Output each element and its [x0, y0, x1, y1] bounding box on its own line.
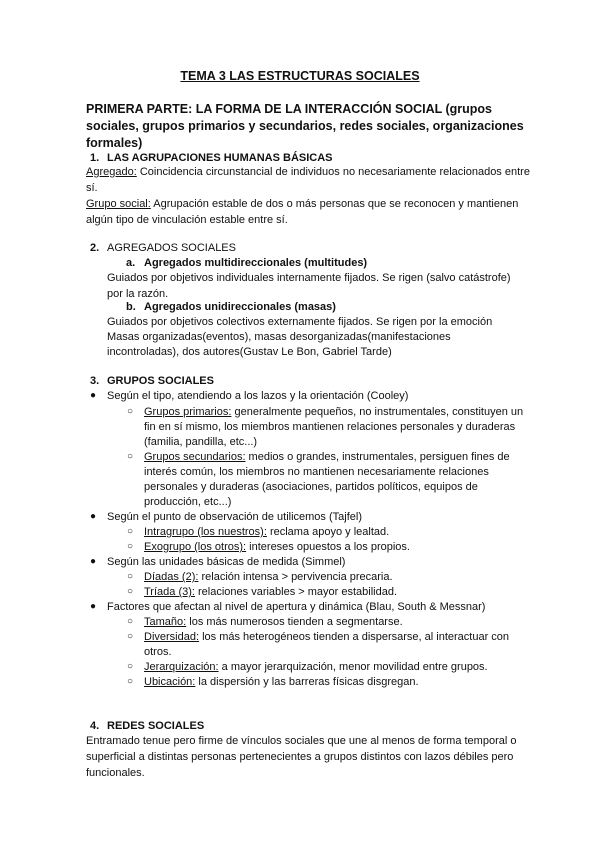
grupos-primarios-text-3: (familia, pandilla, etc...)	[144, 436, 258, 448]
jerarquizacion-item	[144, 659, 488, 675]
grupo-social-definition	[86, 196, 518, 212]
bullet-observacion-tajfel: Según el punto de observación de utilicemos (Tajfel)	[107, 511, 362, 523]
diversidad-text: los más heterogéneos tienden a dispersarse, al interactuar con	[199, 631, 510, 643]
intragrupo-text: reclama apoyo y lealtad.	[266, 526, 390, 538]
diadas-item	[144, 569, 393, 585]
circle-bullet-icon: ○	[127, 586, 134, 597]
exogrupo-item	[144, 539, 410, 555]
bullet-icon: ●	[90, 556, 97, 567]
diadas-term: Díadas (2):	[144, 571, 199, 583]
circle-bullet-icon: ○	[127, 451, 134, 462]
circle-bullet-icon: ○	[127, 571, 134, 582]
circle-bullet-icon: ○	[127, 406, 134, 417]
bullet-icon: ●	[90, 390, 97, 401]
redes-sociales-text-2: superficial a distintas personas pertenecientes a grupos distintos con lazos débiles pero	[86, 751, 514, 763]
triada-item	[144, 584, 397, 600]
triada-text: relaciones variables > mayor estabilidad.	[194, 586, 398, 598]
subsection-b-text: Guiados por objetivos colectivos externamente fijados. Se rigen por la emoción	[107, 316, 493, 328]
bullet-tipo-cooley: Según el tipo, atendiendo a los lazos y la orientación (Cooley)	[107, 390, 409, 402]
bullet-unidades-simmel: Según las unidades básicas de medida (Simmel)	[107, 556, 346, 568]
diadas-text: relación intensa > pervivencia precaria.	[198, 571, 393, 583]
grupo-social-text: Agrupación estable de dos o más personas que se reconocen y mantienen	[150, 198, 519, 210]
circle-bullet-icon: ○	[127, 526, 134, 537]
subsection-a-text-cont: por la razón.	[107, 288, 169, 300]
section-3-heading: GRUPOS SOCIALES	[107, 375, 214, 387]
circle-bullet-icon: ○	[127, 661, 134, 672]
diversidad-term: Diversidad:	[144, 631, 200, 643]
part-title: PRIMERA PARTE: LA FORMA DE LA INTERACCIÓN SOCIAL (grupos sociales, grupos primarios y secundarios, redes sociales, organizaciones formales)	[86, 102, 524, 150]
grupos-secundarios-term: Grupos secundarios:	[144, 451, 246, 463]
ubicacion-term: Ubicación:	[144, 676, 196, 688]
circle-bullet-icon: ○	[127, 616, 134, 627]
tamano-term: Tamaño:	[144, 616, 187, 628]
intragrupo-item	[144, 524, 389, 540]
subsection-b-marker: b.	[126, 301, 136, 313]
section-1-number: 1.	[90, 152, 100, 164]
redes-sociales-text-3: funcionales.	[86, 767, 145, 779]
agregado-text-cont: sí.	[86, 182, 98, 194]
section-2-heading: AGREGADOS SOCIALES	[107, 242, 236, 254]
subsection-b-text-2: Masas organizadas(eventos), masas desorganizadas(manifestaciones	[107, 331, 451, 343]
subsection-a-text: Guiados por objetivos individuales internamente fijados. Se rigen (salvo catástrofe)	[107, 272, 511, 284]
section-3-number: 3.	[90, 375, 100, 387]
subsection-a-heading: Agregados multidireccionales (multitudes)	[144, 257, 368, 269]
section-1-heading: LAS AGRUPACIONES HUMANAS BÁSICAS	[107, 152, 333, 164]
grupo-social-text-cont: algún tipo de vinculación estable entre sí.	[86, 214, 288, 226]
tamano-item	[144, 614, 403, 630]
agregado-term: Agregado:	[86, 166, 137, 178]
grupos-secundarios-item	[144, 449, 510, 465]
subsection-a-marker: a.	[126, 257, 136, 269]
grupos-secundarios-text: medios o grandes, instrumentales, persiguen fines de	[245, 451, 510, 463]
tamano-text: los más numerosos tienden a segmentarse.	[186, 616, 403, 628]
grupos-secundarios-text-3: personales y duraderas (asociaciones, partidos políticos, equipos de	[144, 481, 478, 493]
bullet-factores-blau: Factores que afectan al nivel de apertura y dinámica (Blau, South & Messnar)	[107, 601, 486, 613]
document-title: TEMA 3 LAS ESTRUCTURAS SOCIALES	[180, 69, 420, 83]
agregado-text: Coincidencia circunstancial de individuos no necesariamente relacionados entre	[136, 166, 530, 178]
ubicacion-item	[144, 674, 419, 690]
bullet-icon: ●	[90, 601, 97, 612]
grupos-primarios-term: Grupos primarios:	[144, 406, 232, 418]
exogrupo-term: Exogrupo (los otros):	[144, 541, 247, 553]
diversidad-text-cont: otros.	[144, 646, 172, 658]
grupos-secundarios-text-2: interés común, los miembros no mantienen necesariamente relaciones	[144, 466, 489, 478]
subsection-b-heading: Agregados unidireccionales (masas)	[144, 301, 336, 313]
jerarquizacion-term: Jerarquización:	[144, 661, 219, 673]
bullet-icon: ●	[90, 511, 97, 522]
subsection-b-text-3: incontroladas), dos autores(Gustav Le Bon, Gabriel Tarde)	[107, 346, 392, 358]
circle-bullet-icon: ○	[127, 541, 134, 552]
triada-term: Tríada (3):	[144, 586, 195, 598]
exogrupo-text: intereses opuestos a los propios.	[246, 541, 410, 553]
circle-bullet-icon: ○	[127, 631, 134, 642]
grupos-primarios-item	[144, 404, 523, 420]
jerarquizacion-text: a mayor jerarquización, menor movilidad entre grupos.	[218, 661, 488, 673]
grupos-primarios-text-2: fin en sí mismo, los miembros mantienen relaciones personales y duraderas	[144, 421, 516, 433]
section-4-heading: REDES SOCIALES	[107, 720, 205, 732]
section-4-number: 4.	[90, 720, 100, 732]
circle-bullet-icon: ○	[127, 676, 134, 687]
grupos-primarios-text: generalmente pequeños, no instrumentales, constituyen un	[231, 406, 524, 418]
agregado-definition	[86, 164, 530, 180]
grupos-secundarios-text-4: producción, etc...)	[144, 496, 232, 508]
section-2-number: 2.	[90, 242, 100, 254]
redes-sociales-text: Entramado tenue pero firme de vínculos sociales que une al menos de forma temporal o	[86, 735, 517, 747]
intragrupo-term: Intragrupo (los nuestros):	[144, 526, 267, 538]
grupo-social-term: Grupo social:	[86, 198, 151, 210]
ubicacion-text: la dispersión y las barreras físicas disgregan.	[195, 676, 419, 688]
diversidad-item	[144, 629, 509, 645]
